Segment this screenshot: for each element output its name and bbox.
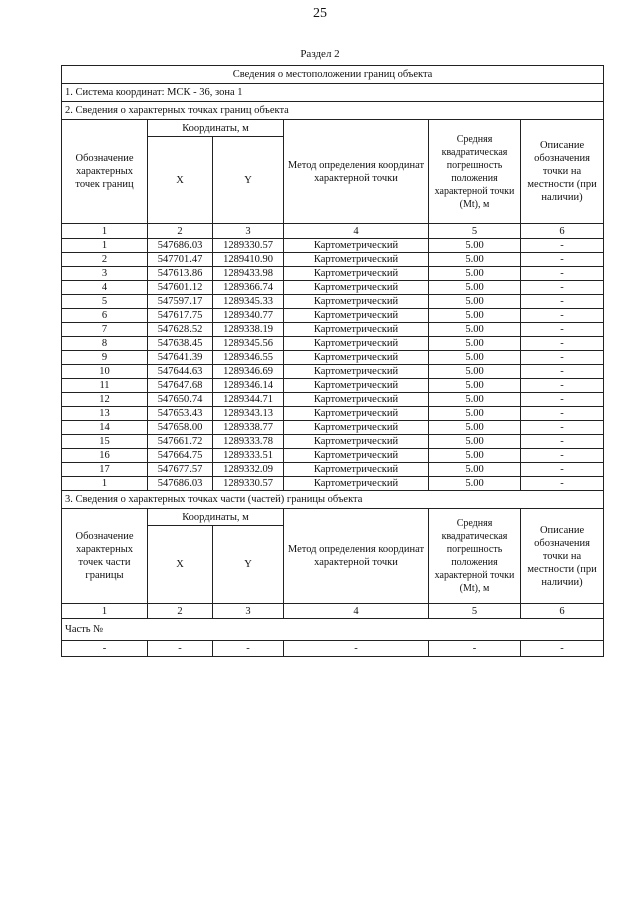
column-number: 2 (148, 604, 213, 619)
point-mt: 5.00 (429, 379, 521, 393)
point-mt: 5.00 (429, 477, 521, 491)
point-mt: 5.00 (429, 435, 521, 449)
point-method: Картометрический (284, 309, 429, 323)
header-designation-part: Обозначение характерных точек части границы (62, 509, 148, 604)
point-method: Картометрический (284, 407, 429, 421)
point-description: - (521, 323, 604, 337)
point-mt: 5.00 (429, 267, 521, 281)
point-method: Картометрический (284, 435, 429, 449)
point-x: 547677.57 (148, 463, 213, 477)
table-row (62, 393, 604, 407)
point-y: 1289333.51 (213, 449, 284, 463)
point-x: 547644.63 (148, 365, 213, 379)
part-empty-cell: - (429, 641, 521, 657)
point-method: Картометрический (284, 239, 429, 253)
point-number: 13 (62, 407, 148, 421)
point-y: 1289345.56 (213, 337, 284, 351)
table-row (62, 239, 604, 253)
header-x: X (148, 526, 213, 604)
point-description: - (521, 421, 604, 435)
point-description: - (521, 449, 604, 463)
point-mt: 5.00 (429, 323, 521, 337)
point-number: 4 (62, 281, 148, 295)
point-x: 547650.74 (148, 393, 213, 407)
point-description: - (521, 435, 604, 449)
point-number: 7 (62, 323, 148, 337)
point-number: 10 (62, 365, 148, 379)
point-y: 1289344.71 (213, 393, 284, 407)
part-empty-cell: - (521, 641, 604, 657)
column-number: 5 (429, 224, 521, 239)
point-mt: 5.00 (429, 351, 521, 365)
point-mt: 5.00 (429, 239, 521, 253)
point-x: 547641.39 (148, 351, 213, 365)
point-number: 14 (62, 421, 148, 435)
table-row (62, 295, 604, 309)
coord-system: 1. Система координат: МСК - 36, зона 1 (62, 84, 604, 102)
point-x: 547686.03 (148, 477, 213, 491)
point-method: Картометрический (284, 323, 429, 337)
header-y: Y (213, 137, 284, 224)
point-y: 1289346.69 (213, 365, 284, 379)
point-y: 1289366.74 (213, 281, 284, 295)
column-number: 6 (521, 224, 604, 239)
header-coordinates: Координаты, м (148, 120, 284, 137)
point-x: 547638.45 (148, 337, 213, 351)
part-label: Часть № (62, 619, 604, 641)
point-y: 1289410.90 (213, 253, 284, 267)
point-mt: 5.00 (429, 393, 521, 407)
table-title-row (62, 66, 604, 84)
table-row (62, 365, 604, 379)
point-number: 1 (62, 477, 148, 491)
point-y: 1289343.13 (213, 407, 284, 421)
point-method: Картометрический (284, 351, 429, 365)
point-x: 547617.75 (148, 309, 213, 323)
point-y: 1289330.57 (213, 477, 284, 491)
column-number: 2 (148, 224, 213, 239)
point-x: 547613.86 (148, 267, 213, 281)
point-y: 1289345.33 (213, 295, 284, 309)
table-row (62, 281, 604, 295)
point-x: 547653.43 (148, 407, 213, 421)
point-x: 547647.68 (148, 379, 213, 393)
point-method: Картометрический (284, 281, 429, 295)
column-number: 4 (284, 604, 429, 619)
point-x: 547701.47 (148, 253, 213, 267)
point-method: Картометрический (284, 421, 429, 435)
section2-title: 2. Сведения о характерных точках границ объекта (62, 102, 604, 120)
column-number: 3 (213, 224, 284, 239)
point-x: 547661.72 (148, 435, 213, 449)
table-title: Сведения о местоположении границ объекта (62, 66, 604, 84)
point-number: 1 (62, 239, 148, 253)
table-row (62, 449, 604, 463)
point-mt: 5.00 (429, 449, 521, 463)
page-number: 25 (313, 6, 327, 21)
column-number: 3 (213, 604, 284, 619)
table-row (62, 267, 604, 281)
point-y: 1289332.09 (213, 463, 284, 477)
part-column-numbers-row (62, 604, 604, 619)
point-method: Картометрический (284, 295, 429, 309)
table-row (62, 463, 604, 477)
header-designation: Обозначение характерных точек границ (62, 120, 148, 224)
point-method: Картометрический (284, 253, 429, 267)
point-x: 547628.52 (148, 323, 213, 337)
column-number: 6 (521, 604, 604, 619)
point-number: 15 (62, 435, 148, 449)
point-method: Картометрический (284, 449, 429, 463)
table-row (62, 337, 604, 351)
section3-title: 3. Сведения о характерных точках части (частей) границы объекта (62, 491, 604, 509)
point-mt: 5.00 (429, 253, 521, 267)
part-empty-cell: - (62, 641, 148, 657)
point-number: 16 (62, 449, 148, 463)
column-number: 4 (284, 224, 429, 239)
table-row (62, 435, 604, 449)
point-method: Картометрический (284, 365, 429, 379)
point-method: Картометрический (284, 463, 429, 477)
point-y: 1289338.77 (213, 421, 284, 435)
column-number: 1 (62, 604, 148, 619)
point-x: 547601.12 (148, 281, 213, 295)
point-description: - (521, 463, 604, 477)
points-body (62, 239, 604, 491)
point-number: 11 (62, 379, 148, 393)
point-number: 5 (62, 295, 148, 309)
point-number: 17 (62, 463, 148, 477)
column-number: 1 (62, 224, 148, 239)
table-row (62, 253, 604, 267)
header-coordinates: Координаты, м (148, 509, 284, 526)
point-method: Картометрический (284, 393, 429, 407)
point-method: Картометрический (284, 267, 429, 281)
point-y: 1289333.78 (213, 435, 284, 449)
part-empty-cell: - (213, 641, 284, 657)
point-description: - (521, 337, 604, 351)
boundaries-table (61, 65, 604, 657)
part-empty-cell: - (148, 641, 213, 657)
part-empty-row (62, 641, 604, 657)
header-rmse: Средняя квадратическая погрешность положения характерной точки (Mt), м (429, 120, 521, 224)
point-y: 1289340.77 (213, 309, 284, 323)
point-mt: 5.00 (429, 365, 521, 379)
point-x: 547597.17 (148, 295, 213, 309)
point-description: - (521, 295, 604, 309)
point-description: - (521, 379, 604, 393)
table-row (62, 323, 604, 337)
point-description: - (521, 239, 604, 253)
point-x: 547658.00 (148, 421, 213, 435)
point-number: 12 (62, 393, 148, 407)
point-description: - (521, 267, 604, 281)
point-x: 547664.75 (148, 449, 213, 463)
header-row-1 (62, 120, 604, 137)
point-description: - (521, 309, 604, 323)
table-row (62, 477, 604, 491)
point-description: - (521, 365, 604, 379)
point-method: Картометрический (284, 477, 429, 491)
point-description: - (521, 281, 604, 295)
header-method: Метод определения координат характерной точки (284, 120, 429, 224)
section-label: Раздел 2 (300, 48, 340, 60)
header-description: Описание обозначения точки на местности (при наличии) (521, 120, 604, 224)
point-mt: 5.00 (429, 421, 521, 435)
part-empty-cell: - (284, 641, 429, 657)
point-mt: 5.00 (429, 407, 521, 421)
header-description: Описание обозначения точки на местности (при наличии) (521, 509, 604, 604)
point-method: Картометрический (284, 379, 429, 393)
point-y: 1289330.57 (213, 239, 284, 253)
table-row (62, 309, 604, 323)
point-mt: 5.00 (429, 281, 521, 295)
point-number: 6 (62, 309, 148, 323)
header-rmse: Средняя квадратическая погрешность положения характерной точки (Mt), м (429, 509, 521, 604)
table-row (62, 421, 604, 435)
point-description: - (521, 477, 604, 491)
point-y: 1289338.19 (213, 323, 284, 337)
point-description: - (521, 253, 604, 267)
header-method: Метод определения координат характерной точки (284, 509, 429, 604)
point-number: 9 (62, 351, 148, 365)
section3-title-row (62, 491, 604, 509)
part-label-row (62, 619, 604, 641)
point-y: 1289433.98 (213, 267, 284, 281)
point-description: - (521, 351, 604, 365)
point-number: 2 (62, 253, 148, 267)
table-row (62, 351, 604, 365)
coord-system-row (62, 84, 604, 102)
table-row (62, 379, 604, 393)
point-description: - (521, 393, 604, 407)
header-y: Y (213, 526, 284, 604)
part-header-row-1 (62, 509, 604, 526)
point-mt: 5.00 (429, 337, 521, 351)
point-number: 8 (62, 337, 148, 351)
point-number: 3 (62, 267, 148, 281)
point-mt: 5.00 (429, 295, 521, 309)
column-numbers-row (62, 224, 604, 239)
point-description: - (521, 407, 604, 421)
point-y: 1289346.55 (213, 351, 284, 365)
point-method: Картометрический (284, 337, 429, 351)
header-x: X (148, 137, 213, 224)
point-y: 1289346.14 (213, 379, 284, 393)
section2-title-row (62, 102, 604, 120)
point-mt: 5.00 (429, 309, 521, 323)
column-number: 5 (429, 604, 521, 619)
table-row (62, 407, 604, 421)
point-x: 547686.03 (148, 239, 213, 253)
point-mt: 5.00 (429, 463, 521, 477)
